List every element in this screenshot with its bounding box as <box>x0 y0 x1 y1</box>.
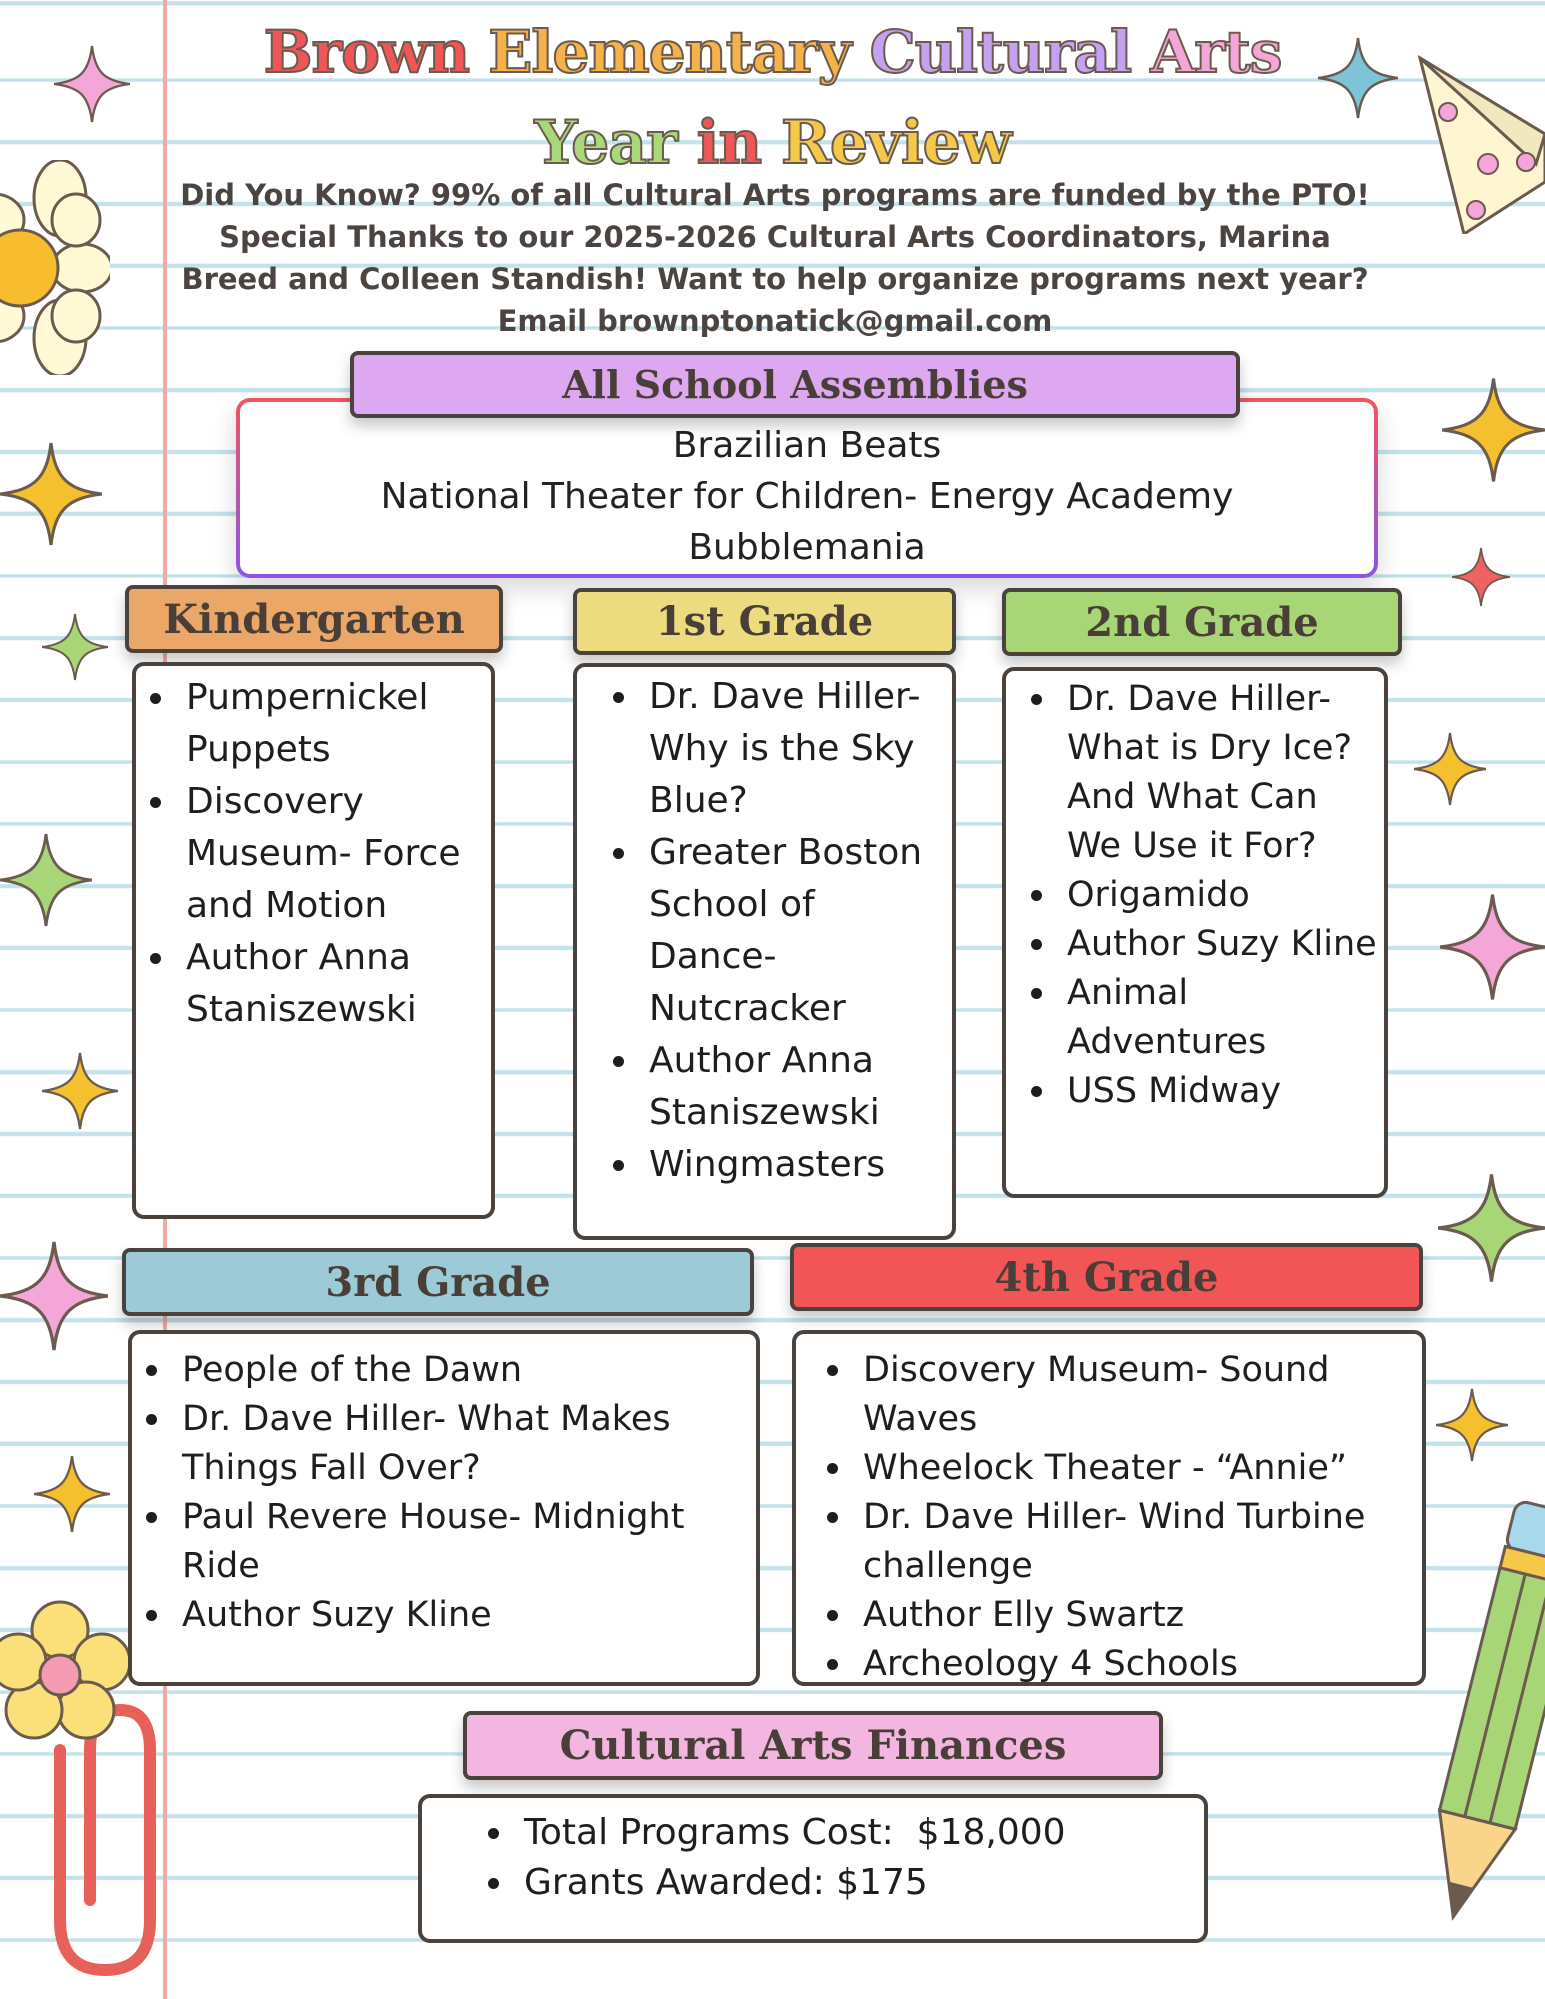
fourth-grade-header <box>790 1243 1423 1311</box>
intro-line: Did You Know? 99% of all Cultural Arts programs are funded by the PTO! <box>180 178 1370 212</box>
list-item: Origamido <box>1067 871 1384 920</box>
title-word: in <box>696 108 762 178</box>
list-item: Pumpernickel Puppets <box>186 672 491 776</box>
list-item: Wheelock Theater - “Annie” <box>863 1444 1422 1493</box>
intro-text <box>170 174 1380 342</box>
sparkle-icon <box>0 790 92 970</box>
list-item: Paul Revere House- Midnight Ride <box>182 1493 756 1591</box>
list-item: Dr. Dave Hiller- Wind Turbine challenge <box>863 1493 1422 1591</box>
list-item: Discovery Museum- Sound Waves <box>863 1346 1422 1444</box>
title-line-2 <box>0 108 1545 178</box>
sparkle-icon <box>0 418 102 570</box>
list-item: Author Suzy Kline <box>182 1591 756 1640</box>
kindergarten-header <box>125 585 503 653</box>
third-grade-list-box <box>128 1330 760 1686</box>
list-item: Greater Boston School of Dance- Nutcracker <box>649 827 952 1035</box>
finance-grants-awarded: Grants Awarded: $175 <box>524 1858 1204 1908</box>
title-word: Year <box>534 108 677 178</box>
third-grade-title: 3rd Grade <box>325 1258 551 1306</box>
sparkle-icon <box>42 1044 118 1138</box>
assemblies-header <box>350 351 1240 418</box>
list-item: Archeology 4 Schools <box>863 1640 1422 1689</box>
assemblies-list-box <box>236 398 1378 578</box>
second-grade-title: 2nd Grade <box>1085 598 1319 646</box>
assembly-item: Bubblemania <box>688 527 926 568</box>
first-grade-header <box>573 588 956 655</box>
kindergarten-list <box>136 672 491 1036</box>
list-item: Discovery Museum- Force and Motion <box>186 776 491 932</box>
second-grade-list-box <box>1002 667 1388 1198</box>
title-word: Brown <box>263 18 470 86</box>
list-item: Author Anna Staniszewski <box>649 1035 952 1139</box>
sparkle-icon <box>0 1206 108 1386</box>
pencil-icon <box>1418 1490 1545 1990</box>
second-grade-header <box>1002 588 1402 656</box>
list-item: Animal Adventures <box>1067 969 1384 1067</box>
sparkle-icon <box>1438 1140 1545 1316</box>
assembly-item: National Theater for Children- Energy Academy <box>380 476 1234 517</box>
sparkle-icon <box>42 604 108 690</box>
sparkle-icon <box>1442 350 1545 510</box>
daisy-flower-icon <box>0 160 110 375</box>
intro-line: Special Thanks to our 2025-2026 Cultural Arts Coordinators, Marina <box>219 220 1331 254</box>
kindergarten-list-box <box>132 662 495 1219</box>
first-grade-list-box <box>573 663 956 1240</box>
fourth-grade-title: 4th Grade <box>994 1253 1219 1301</box>
list-item: Author Suzy Kline <box>1067 920 1384 969</box>
list-item: People of the Dawn <box>182 1346 756 1395</box>
title-word: Cultural <box>869 18 1132 86</box>
list-item: Author Elly Swartz <box>863 1591 1422 1640</box>
intro-line: Breed and Colleen Standish! Want to help organize programs next year? <box>181 262 1369 296</box>
finances-header <box>463 1711 1163 1780</box>
list-item: USS Midway <box>1067 1067 1384 1116</box>
list-item: Wingmasters <box>649 1139 952 1191</box>
first-grade-list <box>577 671 952 1191</box>
fourth-grade-list-box <box>792 1330 1426 1686</box>
sparkle-icon <box>1452 536 1510 618</box>
title-line-1 <box>0 18 1545 86</box>
title-word: Arts <box>1150 18 1282 86</box>
first-grade-title: 1st Grade <box>655 598 874 645</box>
title-word: Elementary <box>488 18 851 86</box>
assembly-item: Brazilian Beats <box>672 425 942 466</box>
finances-list <box>422 1808 1204 1908</box>
third-grade-header <box>122 1248 754 1316</box>
finances-title: Cultural Arts Finances <box>559 1722 1067 1769</box>
list-item: Dr. Dave Hiller- What Makes Things Fall Over? <box>182 1395 756 1493</box>
finance-total-cost: Total Programs Cost: $18,000 <box>524 1808 1204 1858</box>
sparkle-icon <box>1436 1380 1508 1470</box>
title-word: Review <box>780 108 1011 178</box>
list-item: Author Anna Staniszewski <box>186 932 491 1036</box>
assemblies-title: All School Assemblies <box>562 362 1028 407</box>
sparkle-icon <box>1440 870 1545 1024</box>
kindergarten-title: Kindergarten <box>163 595 465 643</box>
list-item: Dr. Dave Hiller- What is Dry Ice? And What Can We Use it For? <box>1067 675 1384 871</box>
fourth-grade-list <box>796 1346 1422 1689</box>
third-grade-list <box>132 1346 756 1640</box>
list-item: Dr. Dave Hiller- Why is the Sky Blue? <box>649 671 952 827</box>
finances-list-box <box>418 1794 1208 1943</box>
intro-contact-email: Email brownptonatick@gmail.com <box>497 304 1053 338</box>
second-grade-list <box>1006 675 1384 1116</box>
sparkle-icon <box>1414 726 1486 812</box>
sparkle-icon <box>34 1446 110 1542</box>
